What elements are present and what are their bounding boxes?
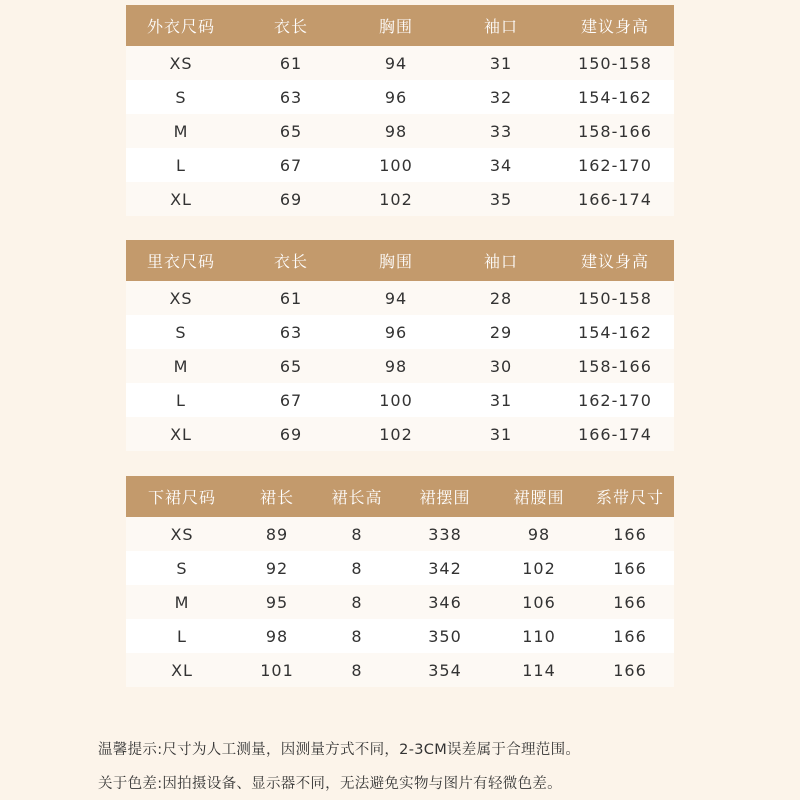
table-row: [126, 80, 674, 114]
header-cell: 外衣尺码: [146, 17, 215, 36]
table-cell: L: [177, 626, 187, 646]
table-cell: 102: [379, 189, 413, 209]
table-cell: S: [175, 322, 187, 342]
header-cell: 系带尺寸: [595, 488, 664, 507]
table-cell: 96: [384, 322, 408, 342]
header-cell: 裙长高: [331, 488, 383, 507]
table-cell: 166: [613, 524, 647, 544]
table-cell: 100: [379, 155, 413, 175]
header-cell: 建议身高: [580, 252, 649, 271]
table-cell: 8: [351, 524, 363, 544]
table-cell: 150-158: [578, 53, 652, 73]
table-row: [126, 315, 674, 349]
table-cell: L: [176, 155, 186, 175]
header-cell: 裙长: [259, 488, 294, 507]
table-cell: S: [175, 87, 187, 107]
table-cell: 8: [351, 660, 363, 680]
table-row: [126, 417, 674, 451]
table-cell: 63: [279, 87, 303, 107]
table-row: [126, 551, 674, 585]
table-cell: 94: [384, 288, 408, 308]
table-header: [126, 476, 674, 517]
table-cell: 154-162: [578, 322, 652, 342]
header-cell: 里衣尺码: [146, 252, 215, 271]
table-cell: 28: [489, 288, 513, 308]
table-cell: 110: [522, 626, 556, 646]
table-cell: 154-162: [578, 87, 652, 107]
table-cell: 61: [279, 288, 303, 308]
header-cell: 裙腰围: [513, 488, 565, 507]
table-row: [126, 383, 674, 417]
table-cell: 162-170: [578, 390, 652, 410]
table-row: [126, 517, 674, 551]
table-cell: M: [173, 356, 189, 376]
header-cell: 袖口: [483, 17, 518, 36]
table-cell: 338: [428, 524, 462, 544]
table-cell: 98: [265, 626, 289, 646]
table-cell: 31: [489, 390, 513, 410]
table-cell: 106: [522, 592, 556, 612]
table-cell: 96: [384, 87, 408, 107]
table-cell: XL: [171, 660, 193, 680]
skirt-size-table: [126, 476, 674, 687]
table-cell: 166: [613, 626, 647, 646]
header-cell: 衣长: [273, 252, 308, 271]
table-cell: XS: [169, 288, 193, 308]
table-cell: 166-174: [578, 424, 652, 444]
table-header: [126, 5, 674, 46]
header-cell: 建议身高: [580, 17, 649, 36]
table-row: [126, 653, 674, 687]
table-cell: 162-170: [578, 155, 652, 175]
table-cell: 102: [522, 558, 556, 578]
table-cell: 166: [613, 660, 647, 680]
header-cell: 衣长: [273, 17, 308, 36]
table-row: [126, 281, 674, 315]
table-cell: 100: [379, 390, 413, 410]
outerwear-size-table: [126, 5, 674, 216]
table-header: [126, 240, 674, 281]
table-row: [126, 585, 674, 619]
table-cell: 35: [489, 189, 513, 209]
table-cell: 67: [279, 390, 303, 410]
table-cell: 69: [279, 189, 303, 209]
table-cell: 166: [613, 558, 647, 578]
table-cell: 8: [351, 592, 363, 612]
table-cell: 69: [279, 424, 303, 444]
table-row: [126, 349, 674, 383]
table-cell: S: [176, 558, 188, 578]
table-cell: 8: [351, 558, 363, 578]
table-cell: 67: [279, 155, 303, 175]
table-cell: 346: [428, 592, 462, 612]
table-row: [126, 182, 674, 216]
table-cell: XS: [169, 53, 193, 73]
table-cell: M: [174, 592, 190, 612]
table-cell: 150-158: [578, 288, 652, 308]
table-cell: 8: [351, 626, 363, 646]
table-cell: 342: [428, 558, 462, 578]
header-cell: 胸围: [378, 252, 413, 271]
table-cell: 98: [384, 121, 408, 141]
table-cell: 94: [384, 53, 408, 73]
table-cell: L: [176, 390, 186, 410]
color-difference-note: 关于色差:因拍摄设备、显示器不同，无法避免实物与图片有轻微色差。: [98, 776, 562, 792]
table-cell: 98: [384, 356, 408, 376]
table-cell: XS: [170, 524, 194, 544]
table-cell: 166: [613, 592, 647, 612]
table-cell: 98: [527, 524, 551, 544]
table-cell: XL: [170, 424, 192, 444]
table-cell: M: [173, 121, 189, 141]
table-cell: 31: [489, 53, 513, 73]
table-cell: 30: [489, 356, 513, 376]
table-cell: 29: [489, 322, 513, 342]
table-cell: 34: [489, 155, 513, 175]
header-cell: 裙摆围: [419, 488, 471, 507]
table-row: [126, 148, 674, 182]
table-cell: 166-174: [578, 189, 652, 209]
table-cell: 114: [522, 660, 556, 680]
table-cell: 95: [265, 592, 289, 612]
table-cell: 65: [279, 121, 303, 141]
table-cell: 63: [279, 322, 303, 342]
table-cell: 101: [260, 660, 294, 680]
header-cell: 袖口: [483, 252, 518, 271]
table-cell: 89: [265, 524, 289, 544]
table-cell: 102: [379, 424, 413, 444]
table-cell: XL: [170, 189, 192, 209]
table-cell: 65: [279, 356, 303, 376]
table-cell: 158-166: [578, 356, 652, 376]
measurement-tip-note: 温馨提示:尺寸为人工测量，因测量方式不同，2-3CM误差属于合理范围。: [98, 742, 581, 758]
table-cell: 32: [489, 87, 513, 107]
table-cell: 33: [489, 121, 513, 141]
innerwear-size-table: [126, 240, 674, 451]
header-cell: 下裙尺码: [147, 488, 216, 507]
table-row: [126, 46, 674, 80]
table-cell: 350: [428, 626, 462, 646]
header-cell: 胸围: [378, 17, 413, 36]
table-cell: 92: [265, 558, 289, 578]
table-cell: 61: [279, 53, 303, 73]
table-row: [126, 114, 674, 148]
table-row: [126, 619, 674, 653]
table-cell: 354: [428, 660, 462, 680]
table-cell: 31: [489, 424, 513, 444]
table-cell: 158-166: [578, 121, 652, 141]
